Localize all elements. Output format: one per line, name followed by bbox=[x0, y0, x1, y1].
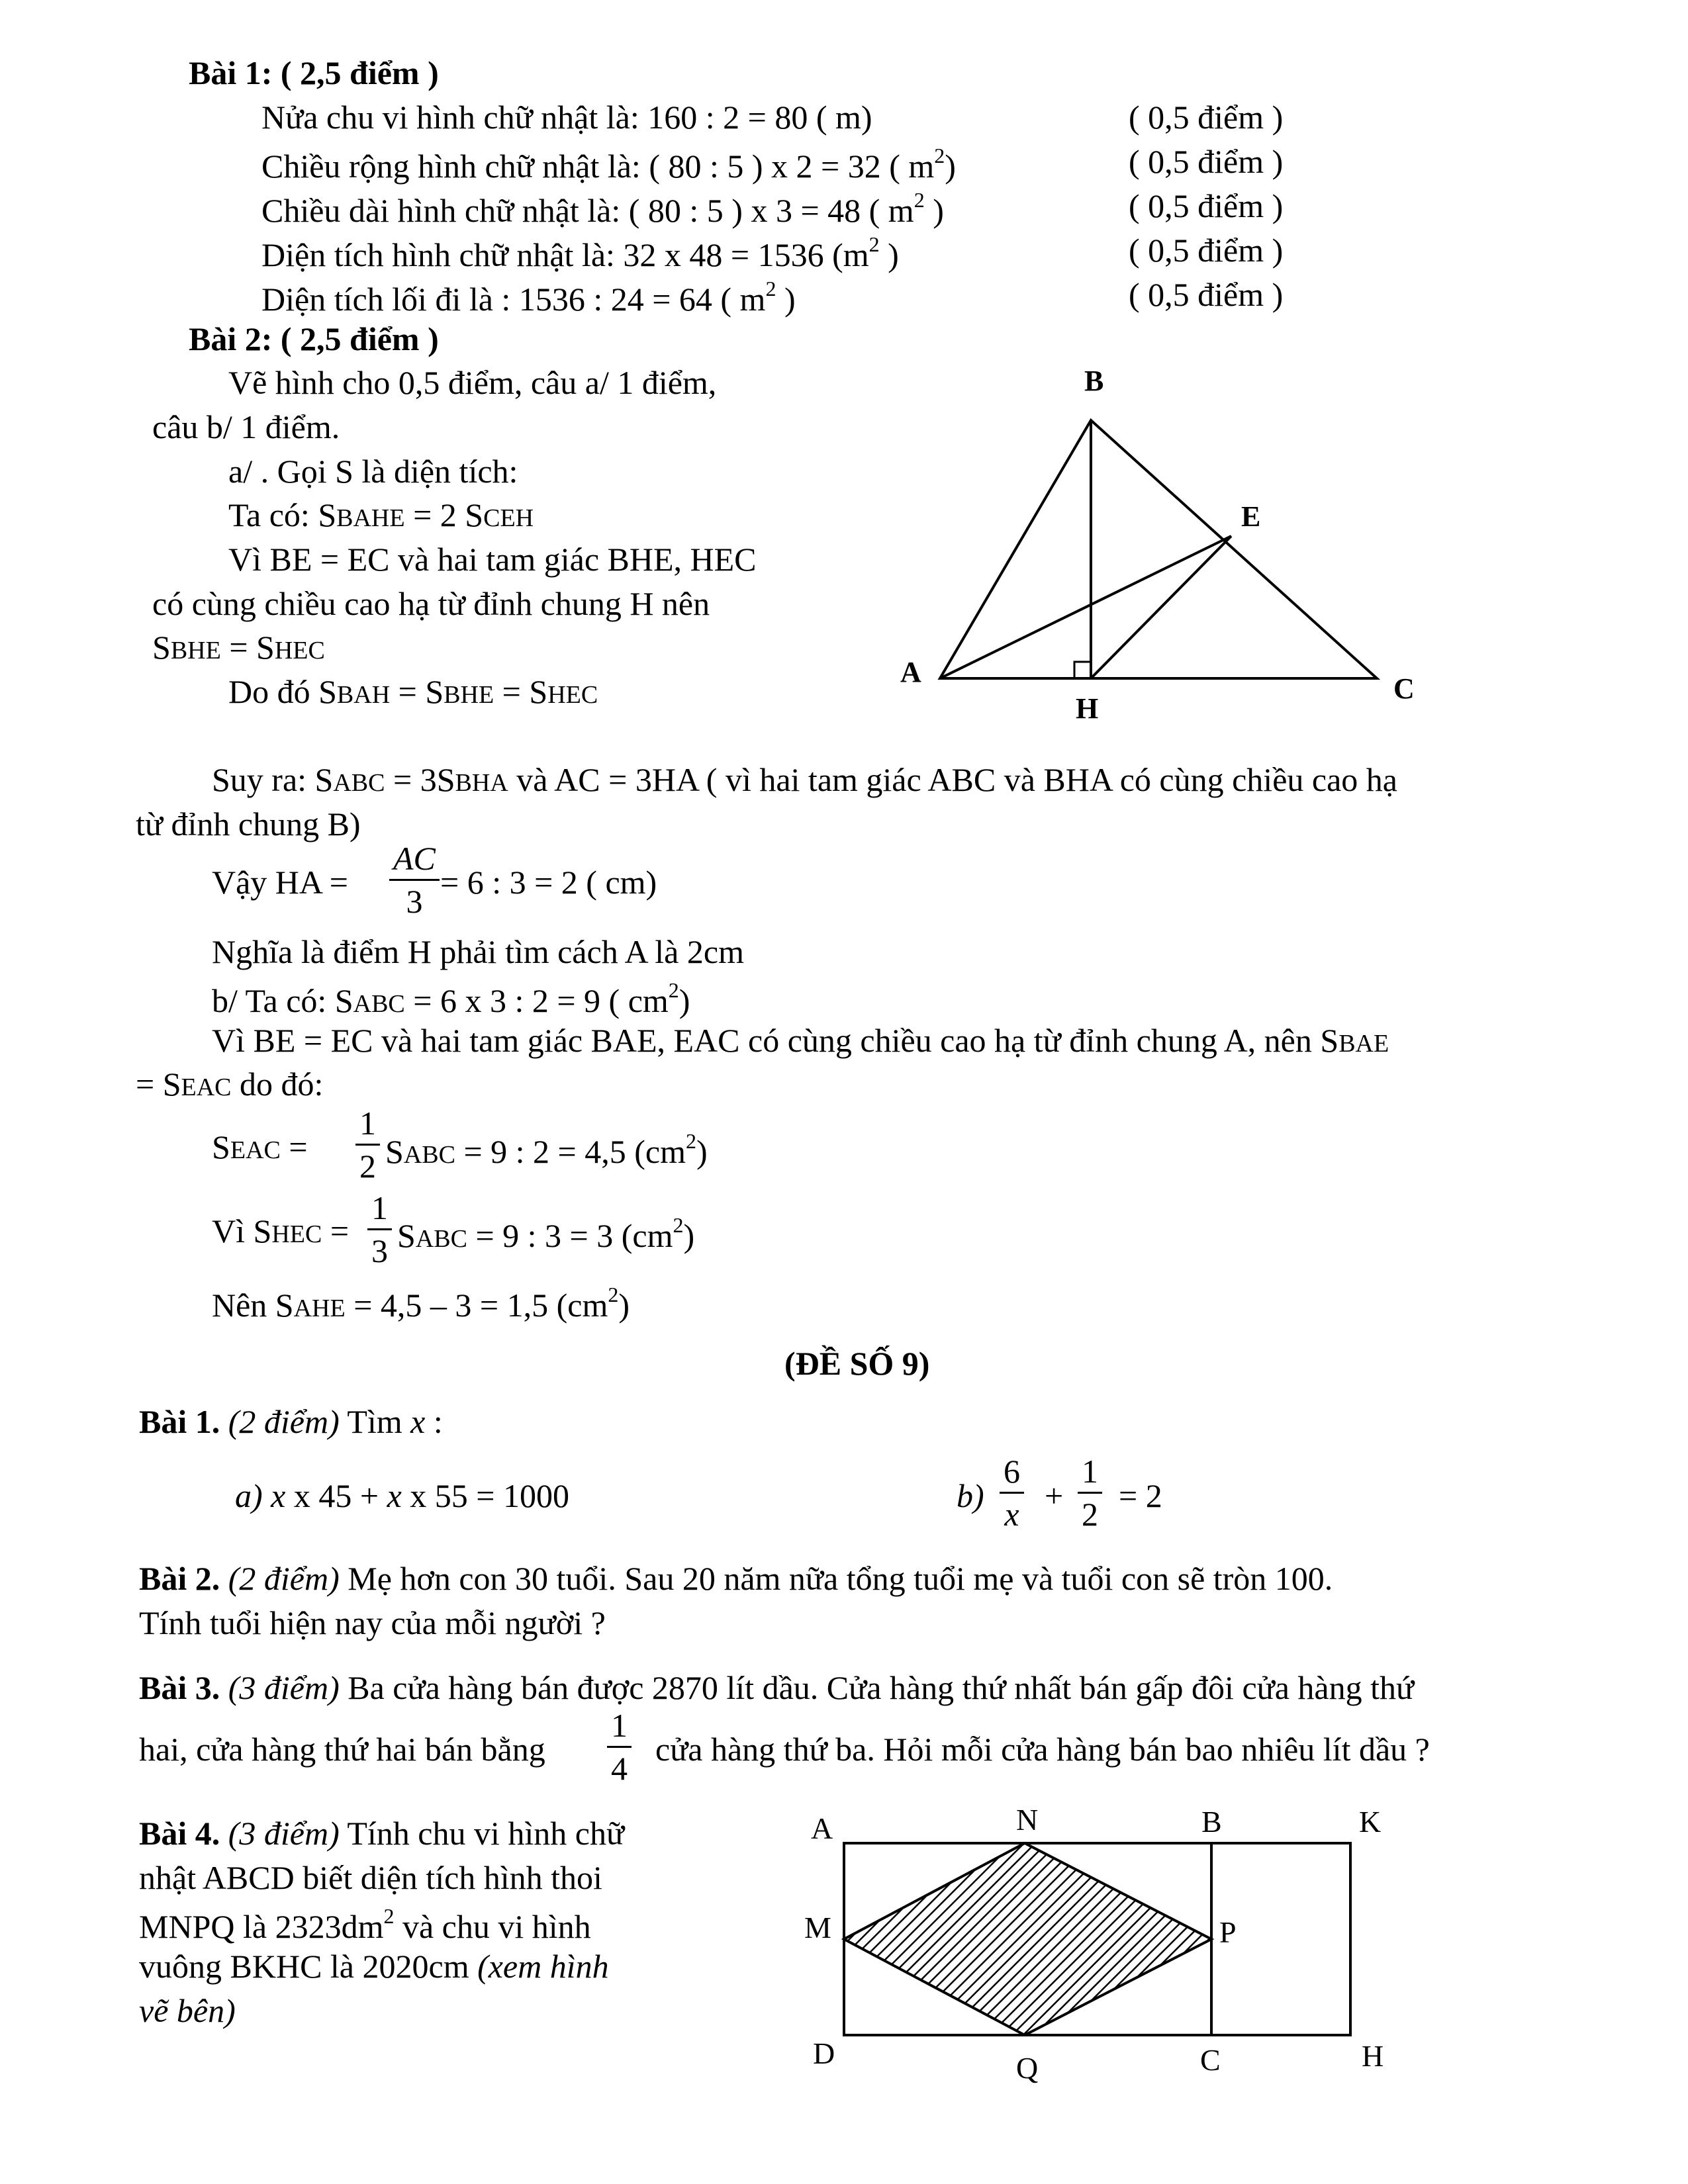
label-p: P bbox=[1219, 1915, 1237, 1949]
sol-bai1-score-2: ( 0,5 điểm ) bbox=[1129, 143, 1284, 180]
sol-bai2-line-15: = SEAC do đó: bbox=[136, 1066, 324, 1103]
sol-bai1-line-2: Chiều rộng hình chữ nhật là: ( 80 : 5 ) x 2 = 32 ( $m^2$) bbox=[261, 144, 956, 185]
sol-bai1-line-3: Chiều dài hình chữ nhật là: ( 80 : 5 ) x 3 = 48 ( $m^2$ ) bbox=[261, 188, 944, 229]
de9-bai4-line-2: nhật ABCD biết diện tích hình thoi bbox=[139, 1859, 602, 1896]
sol-bai2-line-16a: SEAC = bbox=[212, 1128, 308, 1165]
exam-heading: (ĐỀ SỐ 9) bbox=[784, 1345, 930, 1382]
sol-bai2-line-9: Suy ra: SABC = 3SBHA và AC = 3HA ( vì hai tam giác ABC và BHA có cùng chiều cao hạ bbox=[212, 761, 1397, 798]
sol-bai1-score-4: ( 0,5 điểm ) bbox=[1129, 232, 1284, 269]
de9-bai1-part-b-label: b) bbox=[957, 1477, 984, 1514]
right-angle-mark bbox=[1074, 662, 1091, 678]
sol-bai2-line-16b: SABC = 9 : 2 = 4,5 $(cm^2)$ bbox=[385, 1129, 708, 1170]
equals-two: = 2 bbox=[1119, 1477, 1162, 1514]
sol-bai1-score-5: ( 0,5 điểm ) bbox=[1129, 276, 1284, 313]
label-m: M bbox=[804, 1911, 831, 1944]
fraction-ac-over-3: $\frac{AC}{3}$ bbox=[389, 842, 440, 918]
sol-bai2-line-8: Do đó SBAH = SBHE = SHEC bbox=[228, 673, 598, 710]
fraction-1-over-4: $\frac{1}{4}$ bbox=[607, 1709, 632, 1785]
sol-bai2-line-17a: Vì SHEC = bbox=[212, 1212, 350, 1250]
rectangle-rhombus-figure bbox=[801, 1807, 1463, 2085]
label-c: C bbox=[1200, 2043, 1221, 2077]
fraction-1-over-3: $\frac{1}{3}$ bbox=[367, 1191, 392, 1267]
label-h: H bbox=[1362, 2039, 1384, 2073]
label-b: B bbox=[1201, 1807, 1222, 1839]
fraction-6-over-x: $\frac{6}{x}$ bbox=[1000, 1455, 1024, 1531]
label-e: E bbox=[1241, 500, 1261, 533]
sol-bai2-line-6: có cùng chiều cao hạ từ đỉnh chung H nên bbox=[152, 585, 710, 622]
plus-sign: + bbox=[1045, 1477, 1064, 1514]
de9-bai2-line-2: Tính tuổi hiện nay của mỗi người ? bbox=[139, 1604, 606, 1641]
sol-bai2-line-11b: = 6 : 3 = 2 ( cm) bbox=[440, 864, 657, 901]
sol-bai2-line-11a: Vậy HA = bbox=[212, 864, 348, 901]
de9-bai4-line-1: Bài 4. (3 điểm) Tính chu vi hình chữ bbox=[139, 1815, 625, 1852]
label-b: B bbox=[1084, 365, 1104, 397]
sol-bai2-line-12: Nghĩa là điểm H phải tìm cách A là 2cm bbox=[212, 933, 744, 970]
sol-bai2-line-2: câu b/ 1 điểm. bbox=[152, 408, 340, 445]
label-k: K bbox=[1359, 1807, 1382, 1839]
sol-bai2-line-14: Vì BE = EC và hai tam giác BAE, EAC có cùng chiều cao hạ từ đỉnh chung A, nên SBAE bbox=[212, 1022, 1389, 1059]
de9-bai1-prompt: Bài 1. (2 điểm) Tìm x : bbox=[139, 1403, 443, 1440]
sol-bai2-line-1: Vẽ hình cho 0,5 điểm, câu a/ 1 điểm, bbox=[228, 364, 717, 401]
sol-bai2-line-13: b/ Ta có: SABC = 6 x 3 : 2 = 9 ( $cm^2$) bbox=[212, 978, 690, 1019]
fraction-1-over-2-b: $\frac{1}{2}$ bbox=[1078, 1455, 1102, 1531]
de9-bai2-line-1: Bài 2. (2 điểm) Mẹ hơn con 30 tuổi. Sau 20 năm nữa tổng tuổi mẹ và tuổi con sẽ tròn 100. bbox=[139, 1560, 1333, 1597]
sol-bai2-line-10: từ đỉnh chung B) bbox=[136, 805, 361, 842]
sol-bai2-line-4: Ta có: SBAHE = 2 SCEH bbox=[228, 496, 534, 533]
rhombus-mnpq bbox=[844, 1843, 1211, 2035]
label-d: D bbox=[813, 2036, 835, 2070]
segment-ae bbox=[940, 536, 1231, 678]
label-a: A bbox=[811, 1811, 833, 1845]
sol-bai2-line-5: Vì BE = EC và hai tam giác BHE, HEC bbox=[228, 541, 757, 578]
label-n: N bbox=[1016, 1807, 1039, 1837]
sol-bai2-line-18: Nên SAHE = 4,5 – 3 = 1,5 $(cm^2)$ bbox=[212, 1283, 630, 1324]
sol-bai2-line-7: SBHE = SHEC bbox=[152, 629, 325, 666]
segment-he bbox=[1091, 536, 1231, 678]
de9-bai4-line-3: MNPQ là $2323dm^2$ và chu vi hình bbox=[139, 1904, 591, 1945]
sol-bai2-title: Bài 2: ( 2,5 điểm ) bbox=[189, 320, 439, 357]
sol-bai1-line-4: Diện tích hình chữ nhật là: 32 x 48 = 1536 ($m^2$ ) bbox=[261, 232, 899, 273]
label-q: Q bbox=[1016, 2051, 1039, 2085]
sol-bai1-line-1: Nửa chu vi hình chữ nhật là: 160 : 2 = 80 ( m) bbox=[261, 99, 872, 136]
de9-bai4-line-5: vẽ bên) bbox=[139, 1992, 236, 2029]
label-h: H bbox=[1076, 692, 1099, 725]
de9-bai4-line-4: vuông BKHC là 2020cm (xem hình bbox=[139, 1948, 609, 1985]
de9-bai3-line-2a: hai, cửa hàng thứ hai bán bằng bbox=[139, 1731, 545, 1768]
sol-bai1-line-5: Diện tích lối đi là : 1536 : 24 = 64 ( $m^2$ ) bbox=[261, 277, 796, 318]
de9-bai3-line-1: Bài 3. (3 điểm) Ba cửa hàng bán được 2870 lít dầu. Cửa hàng thứ nhất bán gấp đôi cửa hàng thứ bbox=[139, 1669, 1415, 1706]
label-a: A bbox=[900, 656, 921, 688]
triangle-abc bbox=[940, 420, 1377, 678]
de9-bai1-part-a: a) x x 45 + x x 55 = 1000 bbox=[235, 1477, 569, 1514]
de9-bai3-line-2b: cửa hàng thứ ba. Hỏi mỗi cửa hàng bán bao nhiêu lít dầu ? bbox=[655, 1731, 1430, 1768]
sol-bai1-score-3: ( 0,5 điểm ) bbox=[1129, 187, 1284, 224]
fraction-1-over-2: $\frac{1}{2}$ bbox=[355, 1107, 380, 1183]
sol-bai1-title: Bài 1: ( 2,5 điểm ) bbox=[189, 54, 439, 91]
triangle-figure bbox=[887, 357, 1430, 735]
sol-bai1-score-1: ( 0,5 điểm ) bbox=[1129, 99, 1284, 136]
sol-bai2-line-17b: SABC = 9 : 3 = 3 $(cm^2)$ bbox=[397, 1213, 695, 1254]
sol-bai2-line-3: a/ . Gọi S là diện tích: bbox=[228, 453, 518, 490]
label-c: C bbox=[1393, 672, 1415, 705]
